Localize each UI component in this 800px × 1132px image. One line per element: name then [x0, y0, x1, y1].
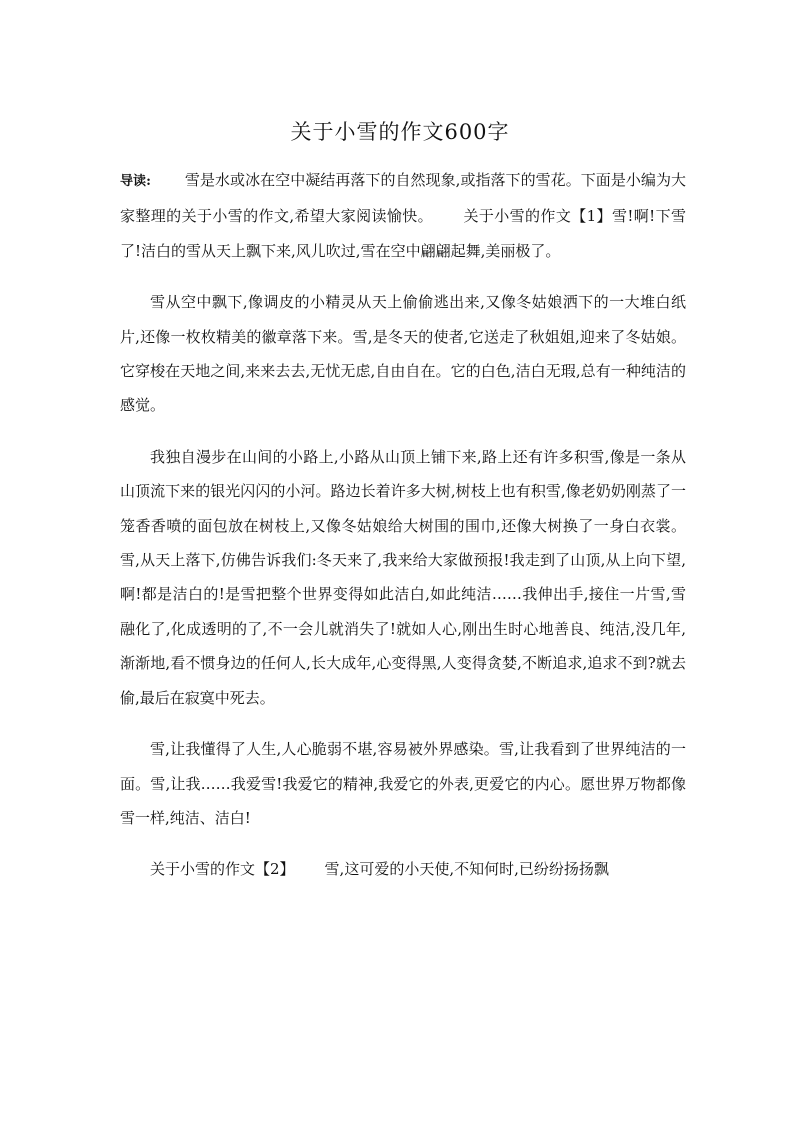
intro-paragraph — [120, 163, 686, 268]
body-paragraph: 雪从空中飘下,像调皮的小精灵从天上偷偷逃出来,又像冬姑娘洒下的一大堆白纸片,还像一枚枚精美的徽章落下来。雪,是冬天的使者,它送走了秋姐姐,迎来了冬姑娘。它穿梭在天地之间,来来去去,无忧无虑,自由自在。它的白色,洁白无瑕,总有一种纯洁的感觉。 — [120, 293, 686, 415]
body-paragraph: 雪,让我懂得了人生,人心脆弱不堪,容易被外界感染。雪,让我看到了世界纯洁的一面。雪,让我……我爱雪!我爱它的精神,我爱它的外表,更爱它的内心。愿世界万物都像雪一样,纯洁、洁白! — [120, 740, 686, 827]
body-paragraph: 我独自漫步在山间的小路上,小路从山顶上铺下来,路上还有许多积雪,像是一条从山顶流下来的银光闪闪的小河。路边长着许多大树,树枝上也有积雪,像老奶奶刚蒸了一笼香香喷的面包放在树枝上,又像冬姑娘给大树围的围巾,还像大树换了一身白衣裳。雪,从天上落下,仿佛告诉我们:冬天来了,我来给大家做预报!我走到了山顶,从上向下望,啊!都是洁白的!是雪把整个世界变得如此洁白,如此纯洁……我伸出手,接住一片雪,雪融化了,化成透明的了,不一会儿就消失了!就如人心,刚出生时心地善良、纯洁,没几年,渐渐地,看不惯身边的任何人,长大成年,心变得黑,人变得贪婪,不断追求,追求不到?就去偷,最后在寂寞中死去。 — [120, 447, 686, 707]
document-title: 关于小雪的作文600字 — [290, 120, 510, 144]
section-2-text: 雪,这可爱的小天使,不知何时,已纷纷扬扬飘 — [324, 860, 609, 879]
section-2-paragraph — [120, 852, 686, 886]
intro-label: 导读: — [120, 174, 151, 189]
intro-text: 雪是水或冰在空中凝结再落下的自然现象,或指落下的雪花。下面是小编为大家整理的关于小雪的作文,希望大家阅读愉快。 — [120, 171, 686, 226]
document-body — [120, 163, 686, 904]
section-1-heading: 关于小雪的作文【1】 — [463, 207, 612, 226]
section-2-heading: 关于小雪的作文【2】 — [150, 860, 295, 879]
section-1-opening: 雪!啊!下雪了!洁白的雪从天上飘下来,风儿吹过,雪在空中翩翩起舞,美丽极了。 — [120, 207, 686, 260]
